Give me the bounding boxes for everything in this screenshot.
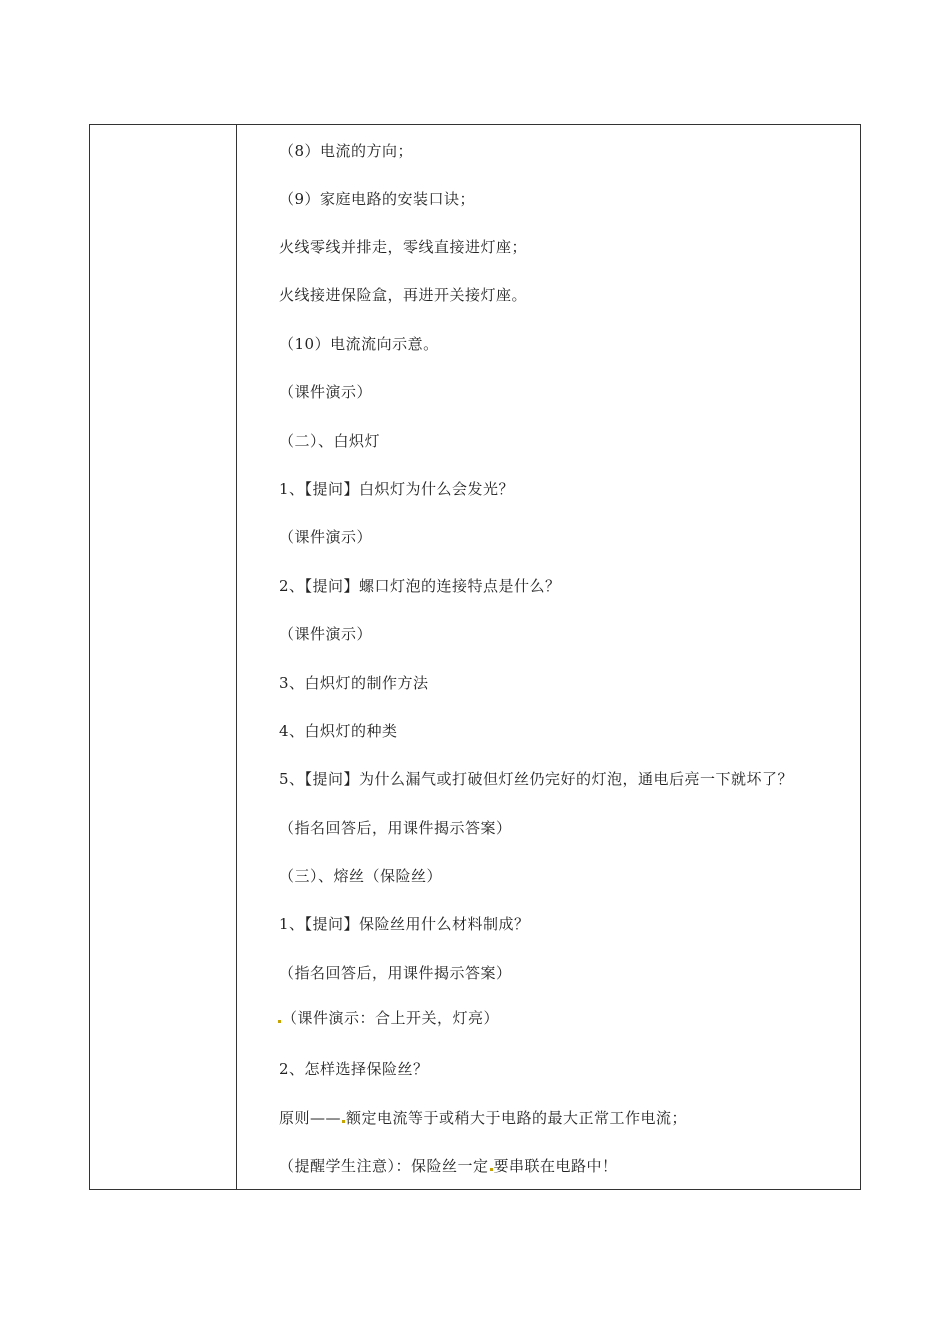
text-line: （9）家庭电路的安装口诀； <box>279 190 476 208</box>
table-right-column <box>237 125 860 1189</box>
text-line: 2、怎样选择保险丝？ <box>279 1060 429 1078</box>
text-line: （课件演示） <box>279 528 373 546</box>
text-line <box>277 1008 499 1028</box>
text-line: （10）电流流向示意。 <box>279 335 439 353</box>
text-line: （指名回答后，用课件揭示答案） <box>279 819 512 837</box>
text-line-part: （提醒学生注意）：保险丝一定 <box>279 1157 489 1175</box>
text-line <box>279 1108 687 1128</box>
text-line: 4、白炽灯的种类 <box>279 722 398 740</box>
section-heading: （三）、熔丝（保险丝） <box>279 867 443 885</box>
text-line: 3、白炽灯的制作方法 <box>279 674 429 692</box>
text-line-part: 额定电流等于或稍大于电路的最大正常工作电流； <box>346 1109 688 1127</box>
section-heading: （二）、白炽灯 <box>279 432 381 450</box>
text-line: （指名回答后，用课件揭示答案） <box>279 964 512 982</box>
text-line: （课件演示） <box>279 383 373 401</box>
text-line: （8）电流的方向； <box>279 142 414 160</box>
text-line: 1、【提问】保险丝用什么材料制成？ <box>279 915 530 933</box>
text-line: （课件演示） <box>279 625 373 643</box>
text-line: 火线接进保险盒，再进开关接灯座。 <box>279 286 528 304</box>
text-line <box>279 1156 618 1176</box>
text-line-part: 要串联在电路中！ <box>493 1157 618 1175</box>
content-table <box>89 124 861 1190</box>
text-line-content: （课件演示：合上开关，灯亮） <box>282 1009 500 1027</box>
highlight-mark <box>278 1020 281 1023</box>
highlight-mark <box>490 1168 493 1171</box>
text-line: 2、【提问】螺口灯泡的连接特点是什么？ <box>279 577 561 595</box>
text-line-part: 原则—— <box>279 1109 342 1127</box>
text-line: 1、【提问】白炽灯为什么会发光？ <box>279 480 515 498</box>
text-line: 5、【提问】为什么漏气或打破但灯丝仍完好的灯泡，通电后亮一下就坏了？ <box>279 770 794 788</box>
text-line: 火线零线并排走，零线直接进灯座； <box>279 238 528 256</box>
highlight-mark <box>342 1120 345 1123</box>
table-left-column <box>90 125 237 1189</box>
